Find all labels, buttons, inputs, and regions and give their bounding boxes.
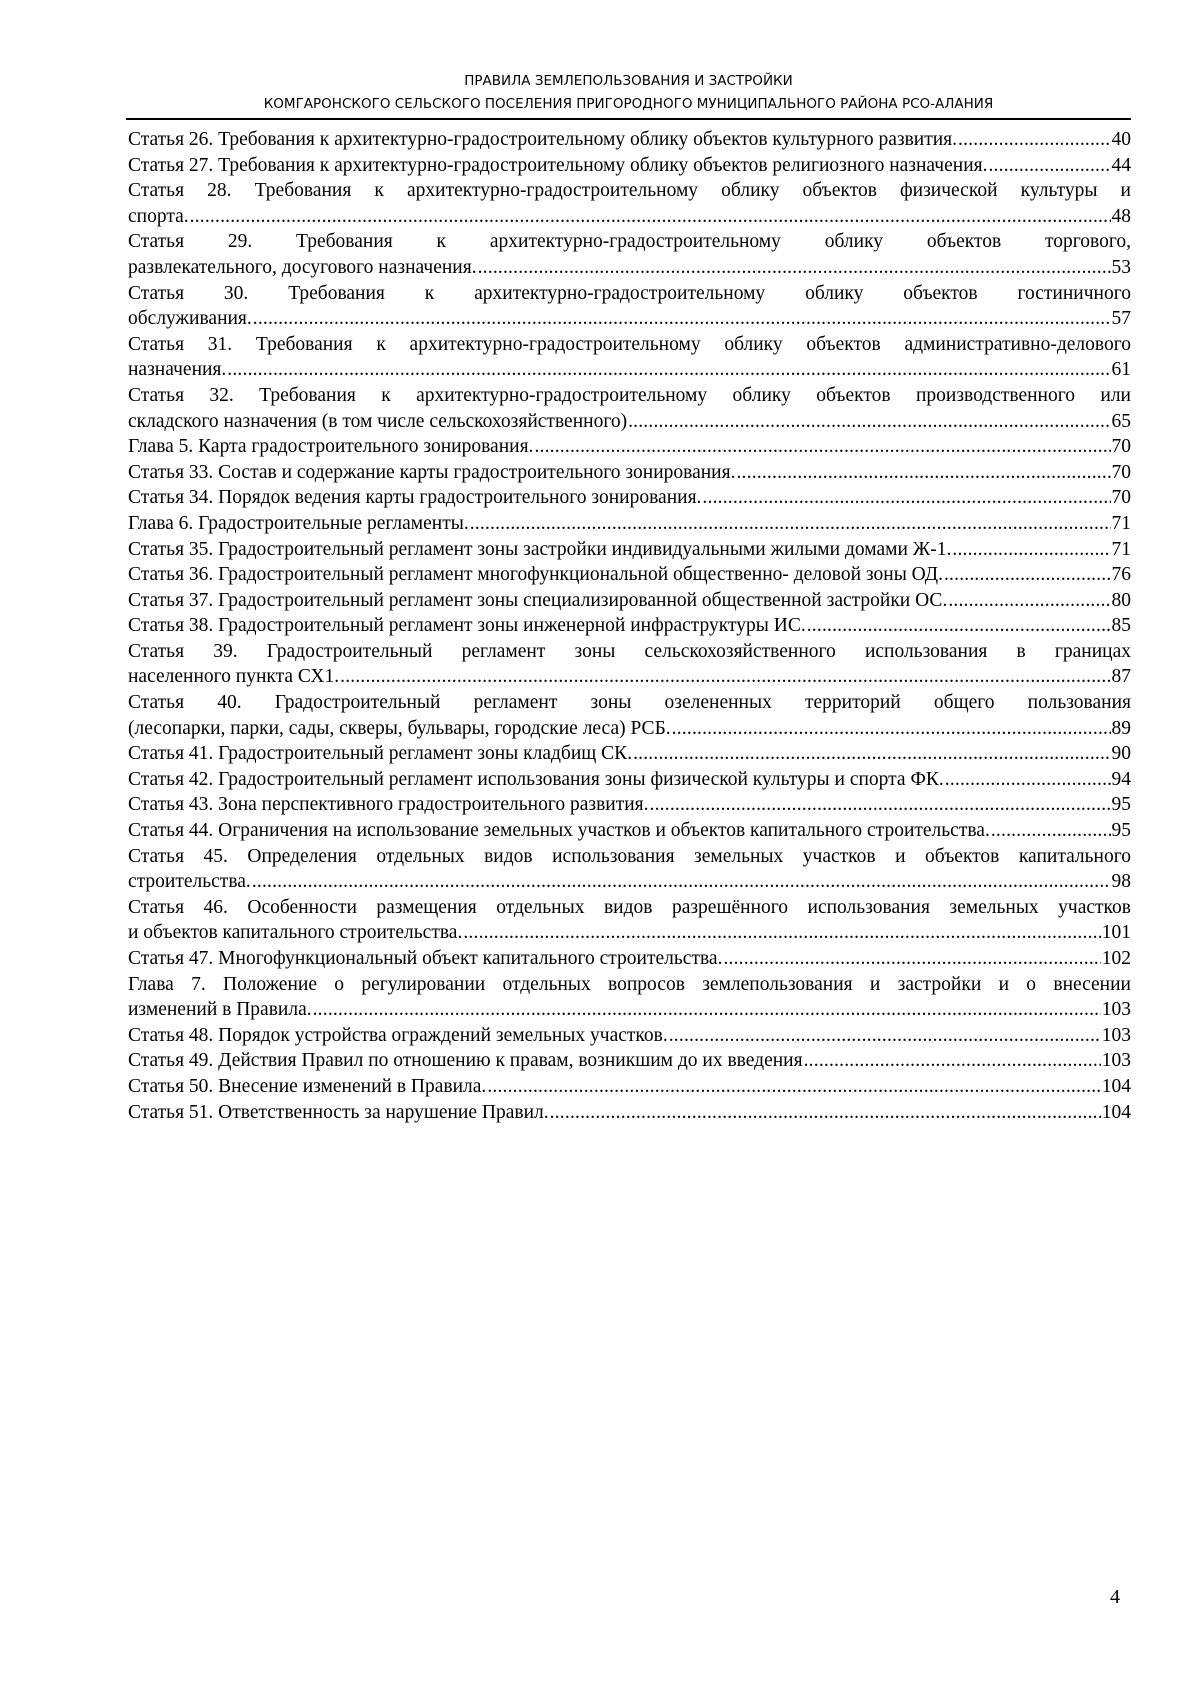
toc-page-number: 95 <box>1111 794 1131 816</box>
toc-leader-dots <box>948 588 1110 614</box>
toc-page-number: 76 <box>1111 564 1131 586</box>
toc-entry-line <box>128 792 1131 818</box>
toc-page-number: 70 <box>1111 436 1131 458</box>
toc-entry-title: Глава 5. Карта градостроительного зонирования. <box>128 436 534 458</box>
toc-entry-line <box>128 716 1131 742</box>
toc-entry[interactable] <box>128 767 1131 793</box>
toc-entry[interactable] <box>128 229 1131 280</box>
header-subtitle: КОМГАРОНСКОГО СЕЛЬСКОГО ПОСЕЛЕНИЯ ПРИГОРОДНОГО МУНИЦИПАЛЬНОГО РАЙОНА РСО-АЛАНИЯ <box>263 96 994 112</box>
toc-leader-dots <box>628 409 1110 435</box>
toc-entry-title: и объектов капитального строительства. <box>128 922 463 944</box>
toc-page-number: 57 <box>1111 308 1131 330</box>
toc-entry-title-line: Статья 32. Требования к архитектурно-градостроительному облику объектов производственного или <box>128 384 1131 406</box>
toc-entry-title: Статья 41. Градостроительный регламент зоны кладбищ СК. <box>128 743 633 765</box>
toc-entry[interactable] <box>128 639 1131 690</box>
toc-entry-line <box>128 767 1131 793</box>
toc-leader-dots <box>340 664 1110 690</box>
toc-page-number: 40 <box>1111 129 1131 150</box>
toc-leader-dots <box>534 434 1110 460</box>
toc-entry-title: Статья 36. Градостроительный регламент многофункциональной общественно- деловой зоны ОД. <box>128 564 943 586</box>
toc-leader-dots <box>958 127 1110 153</box>
toc-entry-line <box>128 562 1131 588</box>
toc-entry-line <box>128 741 1131 767</box>
header-title: ПРАВИЛА ЗЕМЛЕПОЛЬЗОВАНИЯ И ЗАСТРОЙКИ <box>464 73 793 89</box>
toc-leader-dots <box>944 562 1111 588</box>
toc-entry-line <box>128 818 1131 844</box>
toc-entry-line <box>128 127 1131 153</box>
toc-page-number: 70 <box>1111 461 1131 483</box>
toc-page-number: 70 <box>1111 487 1131 509</box>
toc-page-number: 90 <box>1111 743 1131 765</box>
toc-entry-title: Статья 51. Ответственность за нарушение Правил. <box>128 1101 549 1123</box>
toc-entry-title: Статья 47. Многофункциональный объект капитального строительства. <box>128 948 723 969</box>
toc-entry-line <box>128 434 1131 460</box>
toc-entry-title: населенного пункта СХ1. <box>128 666 340 688</box>
toc-entry-title: Статья 48. Порядок устройства ограждений земельных участков. <box>128 1024 668 1046</box>
toc-page-number: 48 <box>1111 205 1131 227</box>
toc-leader-dots <box>650 792 1111 818</box>
toc-entry[interactable] <box>128 460 1131 486</box>
toc-page-number: 53 <box>1111 256 1131 278</box>
toc-leader-dots <box>253 306 1111 332</box>
toc-leader-dots <box>669 1023 1101 1049</box>
toc-leader-dots <box>478 255 1111 281</box>
toc-entry-title: строительства. <box>128 871 251 893</box>
toc-entry-title: Статья 38. Градостроительный регламент зоны инженерной инфраструктуры ИС. <box>128 615 806 637</box>
toc-entry[interactable] <box>128 1048 1131 1074</box>
toc-entry-title: изменений в Правила. <box>128 999 312 1021</box>
toc-entry-line <box>128 153 1131 179</box>
toc-entry-title: Статья 34. Порядок ведения карты градостроительного зонирования. <box>128 487 702 509</box>
toc-entry-line <box>128 204 1131 230</box>
toc-page-number: 80 <box>1111 589 1131 611</box>
toc-entry-line <box>128 1023 1131 1049</box>
toc-entry-line <box>128 588 1131 614</box>
toc-entry[interactable] <box>128 383 1131 434</box>
toc-entry-line <box>128 664 1131 690</box>
toc-entry-title: Статья 27. Требования к архитектурно-градостроительному облику объектов религиозного назначения. <box>128 154 988 176</box>
toc-leader-dots <box>487 1074 1100 1100</box>
toc-entry-title: Статья 50. Внесение изменений в Правила. <box>128 1075 487 1097</box>
toc-entry-title: Статья 49. Действия Правил по отношению к правам, возникшим до их введения <box>128 1050 803 1072</box>
toc-entry-line <box>128 920 1131 946</box>
toc-page-number: 104 <box>1101 1075 1131 1097</box>
toc-entry-title: Статья 35. Градостроительный регламент зоны застройки индивидуальными жилыми домами Ж-1. <box>128 538 952 560</box>
toc-entry[interactable] <box>128 434 1131 460</box>
toc-entry-title: складского назначения (в том числе сельскохозяйственного) <box>128 410 628 432</box>
toc-entry-line <box>128 1048 1131 1074</box>
toc-entry[interactable] <box>128 562 1131 588</box>
toc-entry-line <box>128 869 1131 895</box>
toc-entry[interactable] <box>128 1100 1131 1126</box>
toc-page-number: 44 <box>1111 154 1131 176</box>
toc-entry[interactable] <box>128 690 1131 741</box>
toc-entry[interactable] <box>128 178 1131 229</box>
toc-entry-title-line: Статья 39. Градостроительный регламент зоны сельскохозяйственного использования в границах <box>128 640 1131 662</box>
toc-entry[interactable] <box>128 741 1131 767</box>
toc-entry-title: назначения. <box>128 359 227 381</box>
toc-entry[interactable] <box>128 485 1131 511</box>
toc-page-number: 104 <box>1101 1101 1131 1123</box>
toc-entry-line <box>128 1074 1131 1100</box>
toc-entry[interactable] <box>128 844 1131 895</box>
toc-entry-title-line: Статья 40. Градостроительный регламент зоны озелененных территорий общего пользования <box>128 692 1131 714</box>
toc-leader-dots <box>227 357 1110 383</box>
toc-page-number: 71 <box>1111 538 1131 560</box>
page-header <box>126 70 1131 116</box>
toc-entry[interactable] <box>128 511 1131 537</box>
toc-leader-dots <box>470 511 1111 537</box>
toc-leader-dots <box>672 716 1111 742</box>
toc-page-number: 103 <box>1101 1050 1131 1072</box>
toc-entry-title-line: Статья 29. Требования к архитектурно-градостроительному облику объектов торгового, <box>128 231 1131 253</box>
toc-page-number: 98 <box>1111 871 1131 893</box>
toc-page-number: 85 <box>1111 615 1131 637</box>
toc-leader-dots <box>952 537 1110 563</box>
toc-page-number: 87 <box>1111 666 1131 688</box>
toc-entry-line <box>128 409 1131 435</box>
toc-entry-title: спорта. <box>128 205 189 227</box>
toc-entry-title: Статья 37. Градостроительный регламент зоны специализированной общественной застройки ОС. <box>128 589 948 611</box>
toc-entry[interactable] <box>128 332 1131 383</box>
toc-leader-dots <box>463 920 1100 946</box>
toc-page-number: 101 <box>1101 922 1131 944</box>
toc-entry[interactable] <box>128 792 1131 818</box>
toc-entry-line <box>128 946 1131 972</box>
toc-entry-line <box>128 997 1131 1023</box>
toc-entry-line <box>128 485 1131 511</box>
toc-page-number: 89 <box>1111 717 1131 739</box>
toc-entry-title: Глава 6. Градостроительные регламенты. <box>128 512 469 534</box>
toc-entry-title: Статья 44. Ограничения на использование земельных участков и объектов капитального строительства. <box>128 820 990 842</box>
toc-leader-dots <box>723 946 1100 972</box>
toc-entry-line <box>128 1100 1131 1126</box>
toc-entry[interactable] <box>128 1074 1131 1100</box>
toc-entry-line <box>128 357 1131 383</box>
table-of-contents <box>128 127 1131 1125</box>
toc-entry-line <box>128 613 1131 639</box>
toc-leader-dots <box>736 460 1110 486</box>
toc-leader-dots <box>991 818 1111 844</box>
toc-entry[interactable] <box>128 1023 1131 1049</box>
toc-page-number: 103 <box>1101 999 1131 1021</box>
toc-entry-title-line: Статья 46. Особенности размещения отдельных видов разрешённого использования земельных участков <box>128 896 1131 918</box>
toc-entry-title: (лесопарки, парки, сады, скверы, бульвары, городские леса) РСБ. <box>128 717 671 739</box>
toc-leader-dots <box>945 767 1111 793</box>
toc-leader-dots <box>804 1048 1101 1074</box>
page-number: 4 <box>1110 1586 1120 1608</box>
toc-page-number: 61 <box>1111 359 1131 381</box>
toc-entry[interactable] <box>128 537 1131 563</box>
toc-entry-title: Статья 42. Градостроительный регламент использования зоны физической культуры и спорта ФК. <box>128 768 944 790</box>
toc-page-number: 95 <box>1111 820 1131 842</box>
toc-page-number: 94 <box>1111 768 1131 790</box>
toc-entry-title-line: Статья 45. Определения отдельных видов использования земельных участков и объектов капитального <box>128 845 1131 867</box>
header-divider <box>126 118 1131 120</box>
toc-leader-dots <box>988 153 1110 179</box>
toc-entry-line <box>128 537 1131 563</box>
toc-page-number: 65 <box>1111 410 1131 432</box>
toc-entry[interactable] <box>128 613 1131 639</box>
toc-entry-line <box>128 511 1131 537</box>
toc-entry-title-line: Глава 7. Положение о регулировании отдельных вопросов землепользования и застройки и о внесении <box>128 973 1131 995</box>
toc-leader-dots <box>190 204 1111 230</box>
toc-entry-line <box>128 460 1131 486</box>
toc-entry[interactable] <box>128 972 1131 1023</box>
toc-entry-title: Статья 33. Состав и содержание карты градостроительного зонирования. <box>128 461 736 483</box>
toc-entry-line <box>128 306 1131 332</box>
toc-entry[interactable] <box>128 281 1131 332</box>
toc-entry[interactable] <box>128 588 1131 614</box>
toc-page-number: 103 <box>1101 1024 1131 1046</box>
toc-entry-title: Статья 43. Зона перспективного градостроительного развития. <box>128 794 649 816</box>
toc-page-number: 71 <box>1111 512 1131 534</box>
toc-entry[interactable] <box>128 818 1131 844</box>
toc-leader-dots <box>807 613 1111 639</box>
toc-entry[interactable] <box>128 127 1131 153</box>
toc-leader-dots <box>702 485 1110 511</box>
toc-leader-dots <box>633 741 1110 767</box>
toc-entry-line <box>128 255 1131 281</box>
toc-page-number: 102 <box>1101 948 1131 969</box>
toc-entry-title: обслуживания. <box>128 308 252 330</box>
toc-entry-title-line: Статья 30. Требования к архитектурно-градостроительному облику объектов гостиничного <box>128 282 1131 304</box>
toc-entry-title: Статья 26. Требования к архитектурно-градостроительному облику объектов культурного развития. <box>128 129 958 150</box>
toc-leader-dots <box>313 997 1101 1023</box>
toc-leader-dots <box>252 869 1111 895</box>
toc-entry-title-line: Статья 28. Требования к архитектурно-градостроительному облику объектов физической культуры и <box>128 180 1131 202</box>
toc-entry-title-line: Статья 31. Требования к архитектурно-градостроительному облику объектов административно-делового <box>128 333 1131 355</box>
toc-entry[interactable] <box>128 946 1131 972</box>
toc-leader-dots <box>550 1100 1101 1126</box>
toc-entry-title: развлекательного, досугового назначения. <box>128 256 477 278</box>
toc-entry[interactable] <box>128 895 1131 946</box>
toc-entry[interactable] <box>128 153 1131 179</box>
